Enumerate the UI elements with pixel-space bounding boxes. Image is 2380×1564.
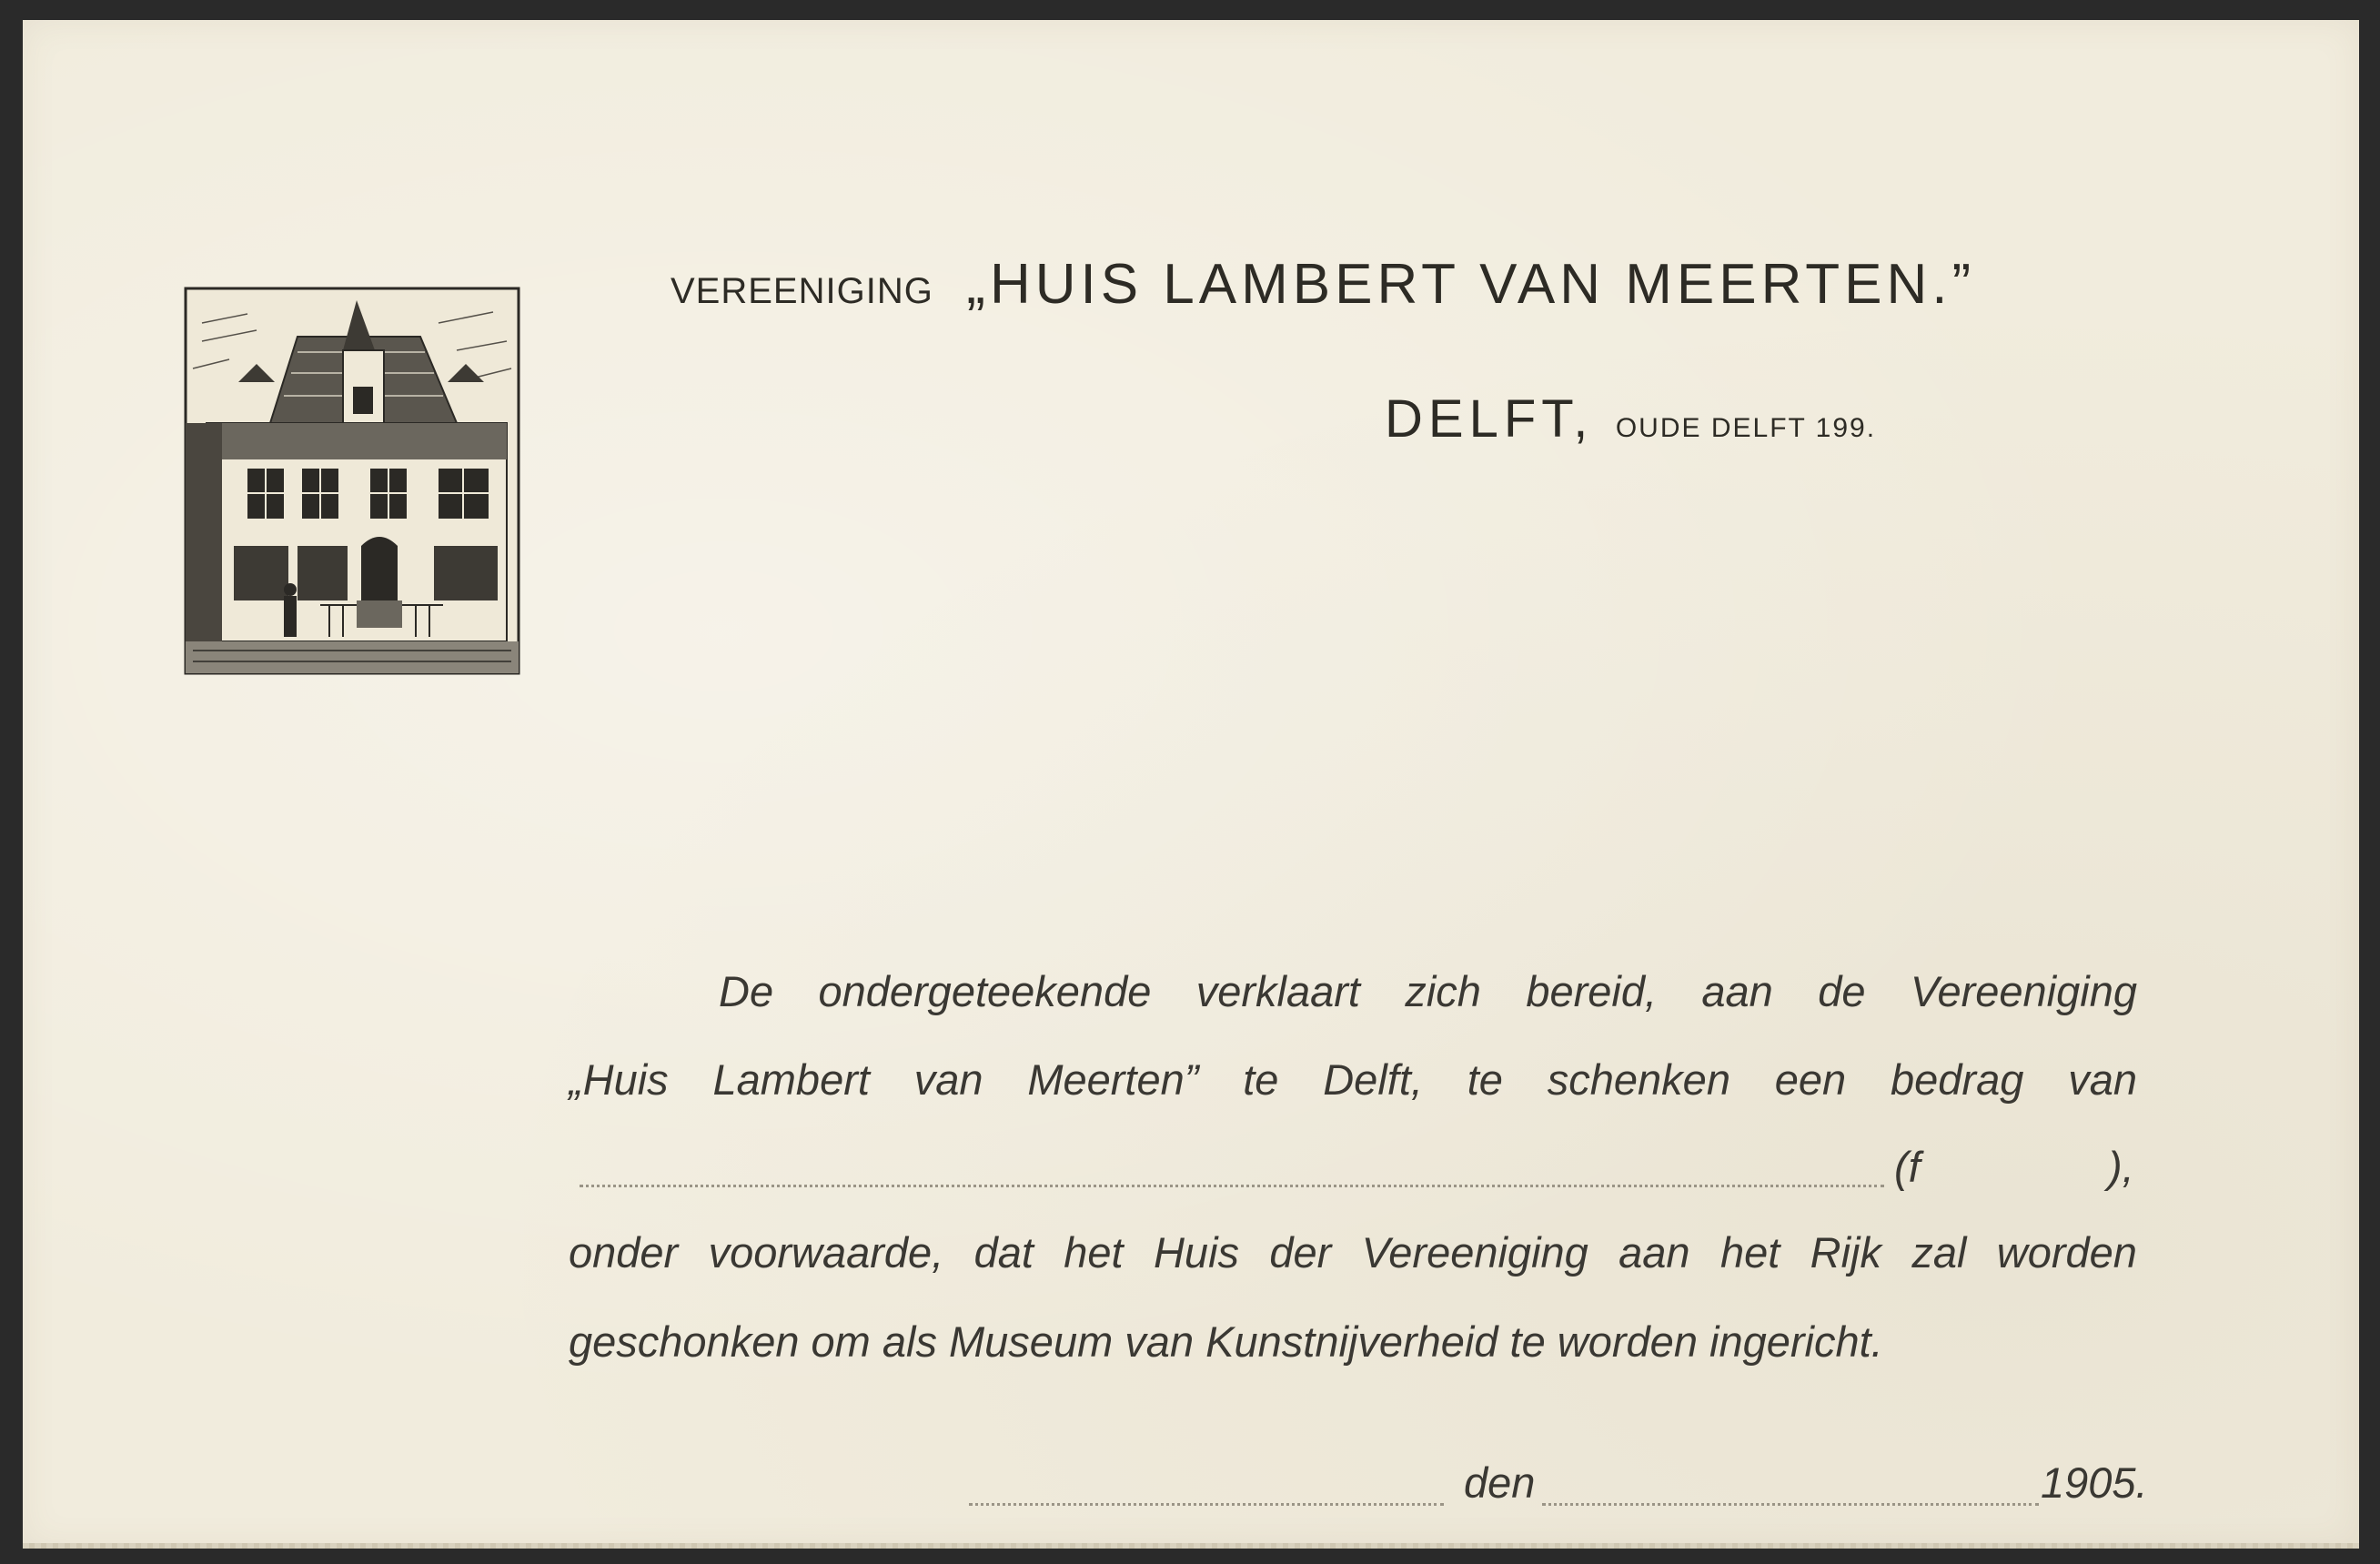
- word: onder: [569, 1228, 679, 1276]
- word: ondergeteekende: [818, 967, 1152, 1015]
- document-sheet: [23, 20, 2359, 1547]
- amount-currency-open: (f: [1894, 1143, 1921, 1191]
- word: Meerten”: [1027, 1055, 1199, 1104]
- word: aan: [1619, 1228, 1690, 1276]
- declaration-line-5: geschonken om als Museum van Kunstnijverheid te worden ingericht.: [569, 1317, 1883, 1366]
- declaration-line-4: [569, 1227, 2137, 1277]
- word: van: [2068, 1055, 2137, 1104]
- paper-torn-edge: [23, 1543, 2359, 1549]
- word: verklaart: [1195, 967, 1360, 1015]
- organization-name: „HUIS LAMBERT VAN MEERTEN.”: [966, 253, 1976, 316]
- date-line: [969, 1458, 2148, 1521]
- date-blank-field[interactable]: [1542, 1503, 2039, 1506]
- word: zich: [1405, 967, 1481, 1015]
- address-street: OUDE DELFT 199.: [1615, 413, 1877, 443]
- word: De: [719, 967, 774, 1015]
- letterhead-title: [671, 252, 1975, 317]
- word: te: [1467, 1055, 1503, 1104]
- word: aan: [1701, 967, 1773, 1015]
- word: voorwaarde,: [708, 1228, 944, 1276]
- date-year: 1905.: [2041, 1458, 2148, 1507]
- amount-line: [580, 1142, 2137, 1206]
- word: bedrag: [1891, 1055, 2024, 1104]
- word: bereid,: [1526, 967, 1658, 1015]
- letterhead-address: [1385, 388, 1876, 449]
- word: zal: [1911, 1228, 1967, 1276]
- word: Lambert: [712, 1055, 870, 1104]
- word: te: [1243, 1055, 1279, 1104]
- word: „Huis: [569, 1055, 669, 1104]
- word: dat: [973, 1228, 1034, 1276]
- declaration-line-1: [569, 966, 2137, 1016]
- word: het: [1064, 1228, 1124, 1276]
- house-engraving-icon: [184, 287, 520, 675]
- word: het: [1719, 1228, 1780, 1276]
- word: worden: [1996, 1228, 2137, 1276]
- word: der: [1269, 1228, 1332, 1276]
- address-city: DELFT,: [1385, 389, 1594, 449]
- place-blank-field[interactable]: [969, 1503, 1444, 1506]
- word: een: [1774, 1055, 1847, 1104]
- word: Delft,: [1323, 1055, 1423, 1104]
- organization-prefix: VEREENIGING: [671, 271, 933, 311]
- date-den-label: den: [1464, 1458, 1536, 1507]
- word: schenken: [1547, 1055, 1730, 1104]
- amount-currency-close: ),: [2108, 1143, 2134, 1191]
- word: Rijk: [1810, 1228, 1881, 1276]
- word: Vereeniging: [1361, 1228, 1588, 1276]
- declaration-line-2: [569, 1054, 2137, 1105]
- word: de: [1818, 967, 1866, 1015]
- word: Huis: [1153, 1228, 1240, 1276]
- word: van: [913, 1055, 983, 1104]
- word: Vereeniging: [1910, 967, 2137, 1015]
- amount-blank-field[interactable]: [580, 1185, 1884, 1187]
